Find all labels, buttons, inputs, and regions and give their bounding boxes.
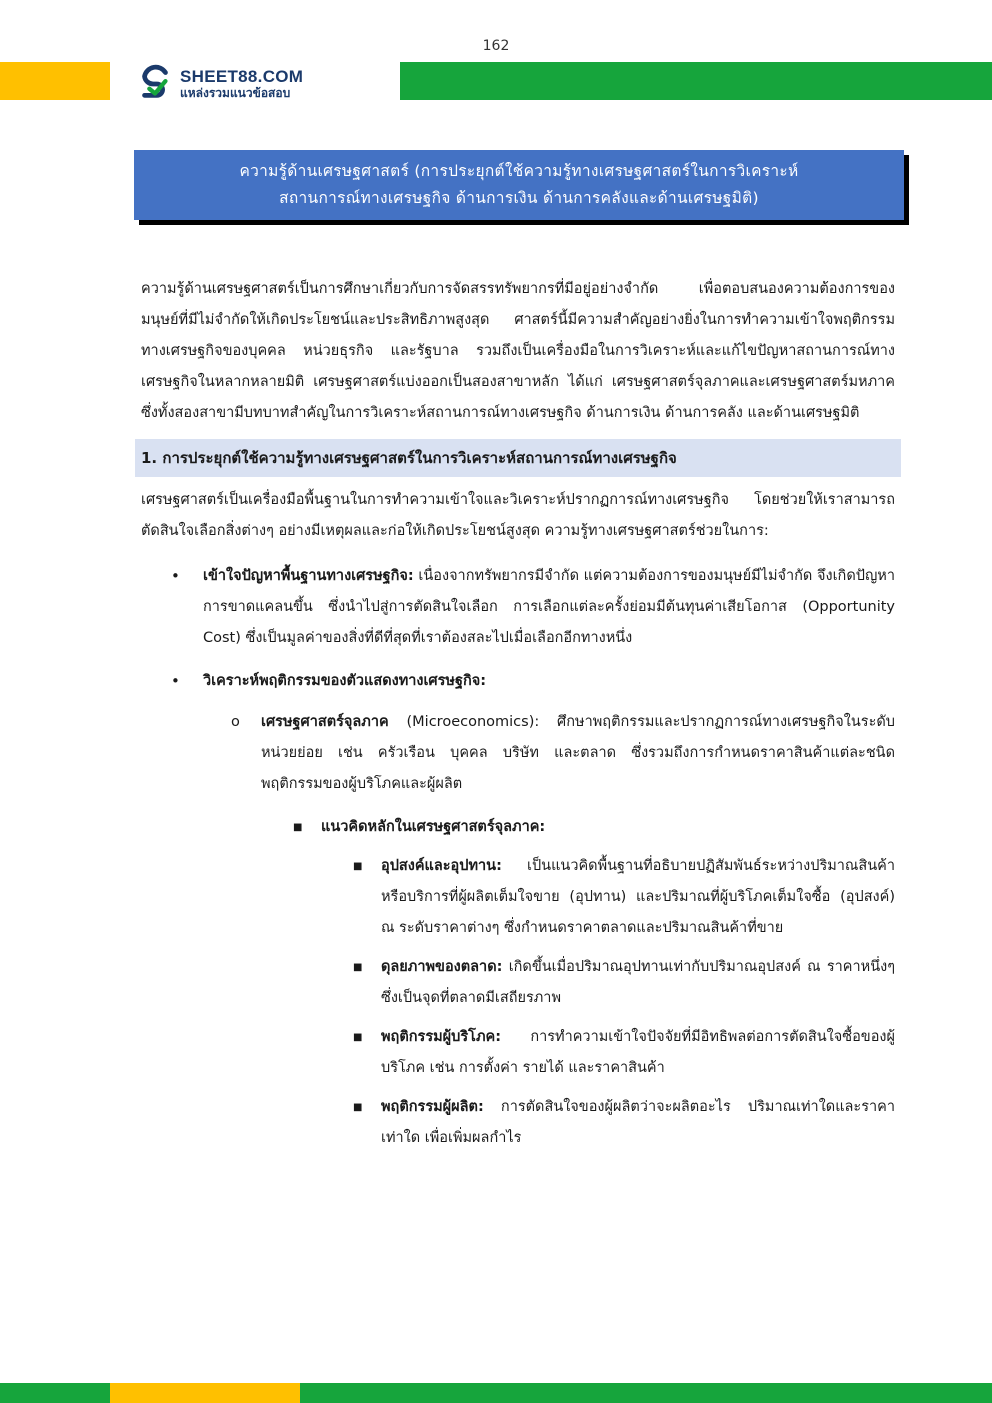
concept-text: การตัดสินใจของผู้ผลิตว่าจะผลิตอะไร ปริมาณเท่าใดและราคาเท่าใด เพื่อเพิ่มผลกำไร bbox=[381, 1099, 895, 1146]
sheet88-logo bbox=[136, 64, 303, 102]
concept-text: เกิดขึ้นเมื่อปริมาณอุปทานเท่ากับปริมาณอุปสงค์ ณ ราคาหนึ่งๆ ซึ่งเป็นจุดที่ตลาดมีเสถียรภาพ bbox=[381, 959, 895, 1006]
bullet-dot-icon: • bbox=[171, 567, 180, 585]
concept-text: การทำความเข้าใจปัจจัยที่มีอิทธิพลต่อการตัดสินใจซื้อของผู้บริโภค เช่น การตั้งค่า รายได้ และราคาสินค้า bbox=[381, 1029, 895, 1076]
list-item bbox=[141, 666, 895, 697]
bullet-dot-icon: • bbox=[171, 672, 180, 690]
header-band-green bbox=[400, 62, 992, 100]
footer-band-green-right bbox=[300, 1383, 992, 1403]
title-line-2: สถานการณ์ทางเศรษฐกิจ ด้านการเงิน ด้านการคลังและด้านเศรษฐมิติ) bbox=[279, 189, 759, 207]
micro-term-en: (Microeconomics): bbox=[388, 714, 540, 730]
document-body bbox=[141, 274, 895, 1154]
list-item bbox=[141, 561, 895, 654]
footer-band-green-left bbox=[0, 1383, 110, 1403]
square-bullet-icon: ■ bbox=[353, 861, 363, 872]
bullet-list bbox=[141, 561, 895, 697]
bullet-term: เข้าใจปัญหาพื้นฐานทางเศรษฐกิจ: bbox=[203, 568, 414, 584]
concept-term: พฤติกรรมผู้ผลิต: bbox=[381, 1099, 484, 1115]
logo-name: SHEET88.COM bbox=[180, 66, 304, 86]
square-bullet-icon: ■ bbox=[353, 962, 363, 973]
logo-tagline: แหล่งรวมแนวข้อสอบ bbox=[180, 85, 291, 100]
title-line-1: ความรู้ด้านเศรษฐศาสตร์ (การประยุกต์ใช้ความรู้ทางเศรษฐศาสตร์ในการวิเคราะห์ bbox=[239, 162, 799, 180]
header-band-yellow bbox=[0, 62, 110, 100]
concept-term: อุปสงค์และอุปทาน: bbox=[381, 858, 502, 874]
document-title-box bbox=[134, 150, 904, 220]
microeconomics-item bbox=[141, 707, 895, 800]
hollow-circle-icon: o bbox=[231, 714, 240, 730]
concepts-heading-text: แนวคิดหลักในเศรษฐศาสตร์จุลภาค: bbox=[321, 819, 546, 835]
concept-item bbox=[141, 1092, 895, 1154]
concepts-heading bbox=[141, 812, 895, 843]
square-bullet-icon: ■ bbox=[353, 1102, 363, 1113]
concept-item bbox=[141, 952, 895, 1014]
section-heading-1: 1. การประยุกต์ใช้ความรู้ทางเศรษฐศาสตร์ในการวิเคราะห์สถานการณ์ทางเศรษฐกิจ bbox=[135, 439, 901, 477]
footer-band-yellow bbox=[110, 1383, 300, 1403]
concept-text: เป็นแนวคิดพื้นฐานที่อธิบายปฏิสัมพันธ์ระหว่างปริมาณสินค้าหรือบริการที่ผู้ผลิตเต็มใจขาย (อุปทาน) และปริมาณที่ผู้บริโภคเต็มใจซื้อ (อุปสงค์) ณ ระดับราคาต่างๆ ซึ่งกำหนดราคาตลาดและปริมาณสินค้าที่ขาย bbox=[381, 858, 895, 936]
bullet-term: วิเคราะห์พฤติกรรมของตัวแสดงทางเศรษฐกิจ: bbox=[203, 673, 487, 689]
page-number: 162 bbox=[482, 38, 510, 54]
concept-term: พฤติกรรมผู้บริโภค: bbox=[381, 1029, 502, 1045]
section-1-paragraph: เศรษฐศาสตร์เป็นเครื่องมือพื้นฐานในการทำความเข้าใจและวิเคราะห์ปรากฏการณ์ทางเศรษฐกิจ โดยช่วยให้เราสามารถตัดสินใจเลือกสิ่งต่างๆ อย่างมีเหตุผลและก่อให้เกิดประโยชน์สูงสุด ความรู้ทางเศรษฐศาสตร์ช่วยในการ: bbox=[141, 492, 895, 539]
footer-band bbox=[0, 1383, 992, 1403]
concept-item bbox=[141, 851, 895, 944]
bullet-text: เนื่องจากทรัพยากรมีจำกัด แต่ความต้องการของมนุษย์มีไม่จำกัด จึงเกิดปัญหาการขาดแคลนขึ้น ซึ่งนำไปสู่การตัดสินใจเลือก การเลือกแต่ละครั้งย่อมมีต้นทุนค่าเสียโอกาส (Opportunity Cost) ซึ่งเป็นมูลค่าของสิ่งที่ดีที่สุดที่เราต้องสละไปเมื่อเลือกอีกทางหนึ่ง bbox=[203, 568, 895, 646]
intro-paragraph: ความรู้ด้านเศรษฐศาสตร์เป็นการศึกษาเกี่ยวกับการจัดสรรทรัพยากรที่มีอยู่อย่างจำกัด เพื่อตอบสนองความต้องการของมนุษย์ที่มีไม่จำกัดให้เกิดประโยชน์และประสิทธิภาพสูงสุด ศาสตร์นี้มีความสำคัญอย่างยิ่งในการทำความเข้าใจพฤติกรรมทางเศรษฐกิจของบุคคล หน่วยธุรกิจ และรัฐบาล รวมถึงเป็นเครื่องมือในการวิเคราะห์และแก้ไขปัญหาสถานการณ์ทางเศรษฐกิจในหลากหลายมิติ เศรษฐศาสตร์แบ่งออกเป็นสองสาขาหลัก ได้แก่ เศรษฐศาสตร์จุลภาคและเศรษฐศาสตร์มหภาค ซึ่งทั้งสองสาขามีบทบาทสำคัญในการวิเคราะห์สถานการณ์ทางเศรษฐกิจ ด้านการเงิน ด้านการคลัง และด้านเศรษฐมิติ bbox=[141, 281, 895, 421]
square-bullet-icon: ■ bbox=[293, 822, 303, 833]
concept-item bbox=[141, 1022, 895, 1084]
micro-text: ศึกษาพฤติกรรมและปรากฏการณ์ทางเศรษฐกิจในระดับหน่วยย่อย เช่น ครัวเรือน บุคคล บริษัท และตลาด ซึ่งรวมถึงการกำหนดราคาสินค้าแต่ละชนิด พฤติกรรมของผู้บริโภคและผู้ผลิต bbox=[261, 714, 895, 792]
square-bullet-icon: ■ bbox=[353, 1032, 363, 1043]
sheet88-s-logo-icon bbox=[136, 64, 174, 102]
concept-term: ดุลยภาพของตลาด: bbox=[381, 959, 503, 975]
micro-term: เศรษฐศาสตร์จุลภาค bbox=[261, 714, 389, 730]
